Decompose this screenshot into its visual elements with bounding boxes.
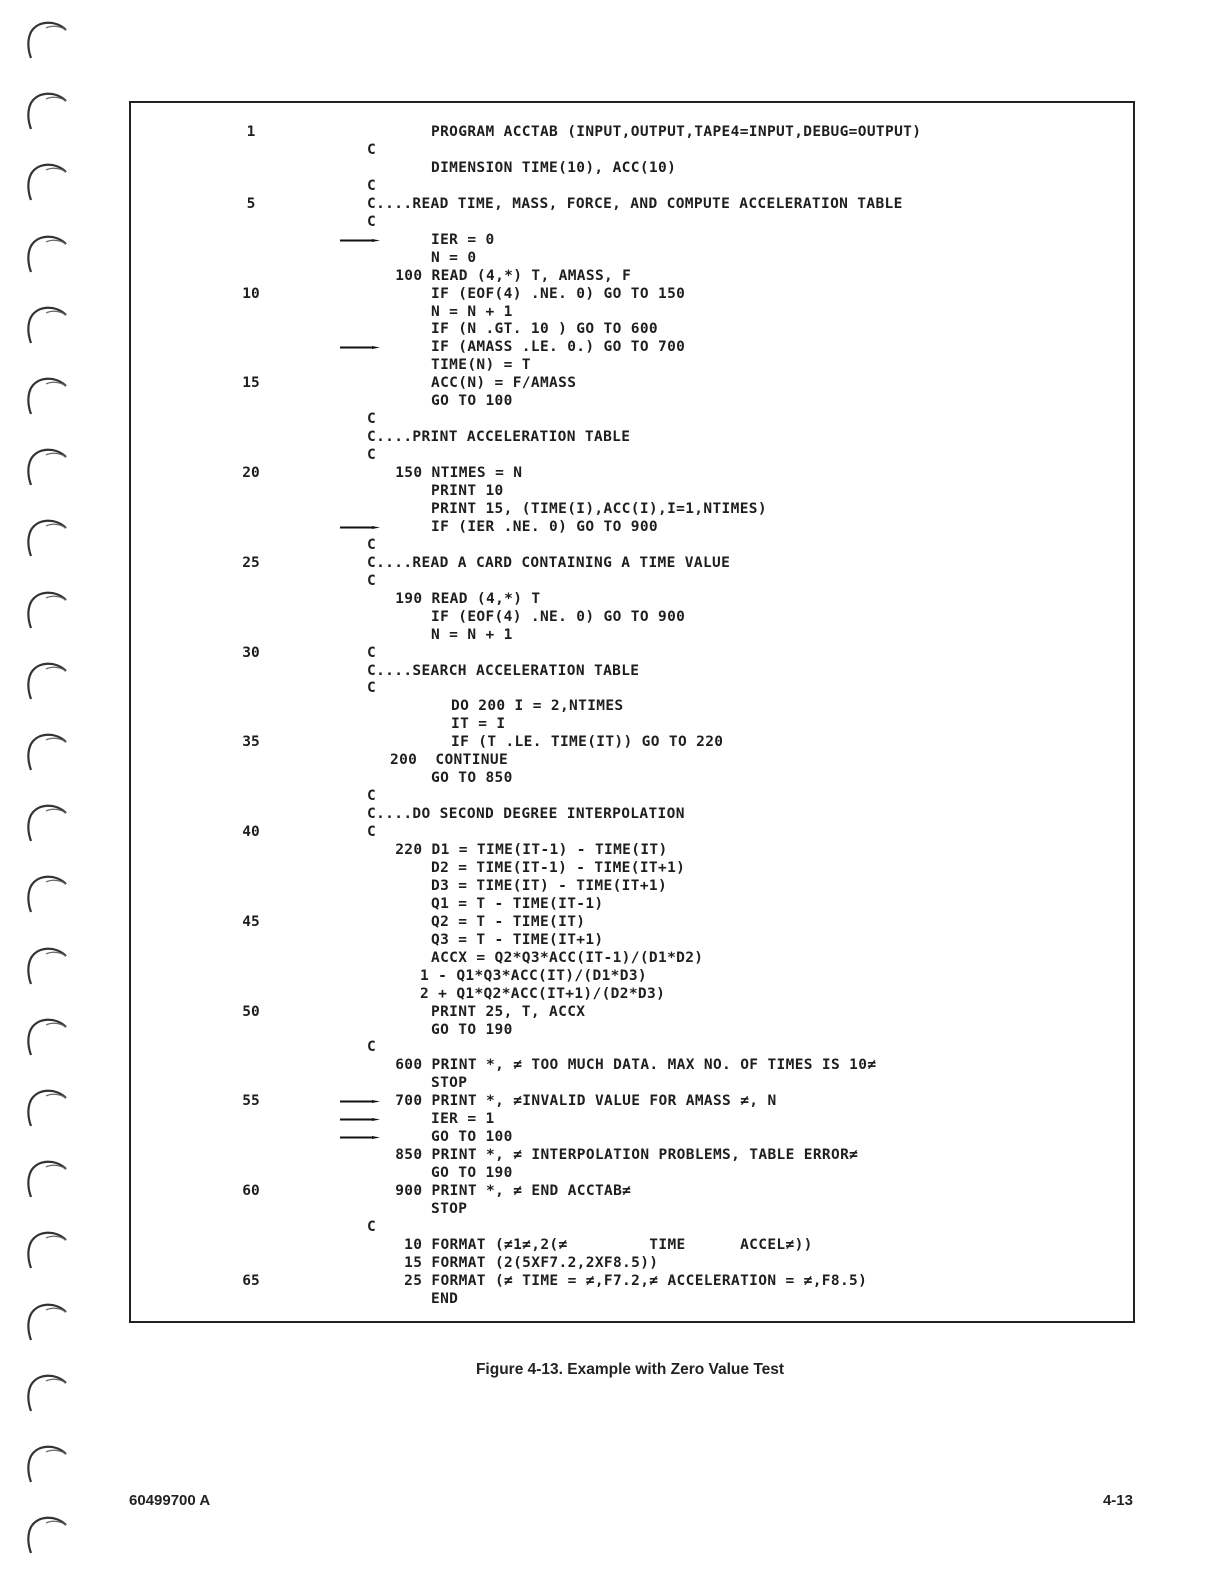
code-line <box>131 662 1131 680</box>
code-line <box>131 590 1131 608</box>
statement-text: 25 FORMAT (≠ TIME = ≠,F7.2,≠ ACCELERATION = ≠,F8.5) <box>404 1272 868 1289</box>
line-number: 25 <box>242 554 260 571</box>
statement-text: IF (EOF(4) .NE. 0) GO TO 900 <box>431 608 686 625</box>
code-line <box>131 1074 1131 1092</box>
code-line <box>131 572 1131 590</box>
arrow-right-icon <box>340 1100 380 1103</box>
binding-hole-icon <box>26 1155 70 1213</box>
arrow-right-icon <box>340 1118 380 1121</box>
statement-text: C <box>367 536 377 553</box>
statement-text: Q2 = T - TIME(IT) <box>431 913 586 930</box>
code-line <box>131 949 1131 967</box>
code-line <box>131 1164 1131 1182</box>
line-number: 50 <box>242 1003 260 1020</box>
statement-text: IER = 1 <box>431 1111 495 1128</box>
binding-holes <box>26 16 74 1576</box>
code-line <box>131 356 1131 374</box>
binding-hole-icon <box>26 443 70 501</box>
statement-text: C <box>367 644 377 661</box>
code-line <box>131 428 1131 446</box>
statement-text: IF (IER .NE. 0) GO TO 900 <box>431 518 658 535</box>
statement-text: IF (EOF(4) .NE. 0) GO TO 150 <box>431 285 686 302</box>
statement-text: C....READ A CARD CONTAINING A TIME VALUE <box>367 554 731 571</box>
code-line <box>131 877 1131 895</box>
statement-text: N = 0 <box>431 249 477 266</box>
code-line <box>131 715 1131 733</box>
binding-hole-icon <box>26 230 70 288</box>
statement-text: 15 FORMAT (2(5XF7.2,2XF8.5)) <box>404 1254 659 1271</box>
statement-text: IF (AMASS .LE. 0.) GO TO 700 <box>431 339 686 356</box>
code-line <box>131 177 1131 195</box>
statement-text: PRINT 25, T, ACCX <box>431 1003 586 1020</box>
binding-hole-icon <box>26 1226 70 1284</box>
statement-text: IER = 0 <box>431 231 495 248</box>
statement-text: C <box>367 447 377 464</box>
code-line <box>131 1021 1131 1039</box>
statement-text: C <box>367 824 377 841</box>
code-line <box>131 303 1131 321</box>
line-number: 40 <box>242 824 260 841</box>
code-line <box>131 374 1131 392</box>
statement-text: N = N + 1 <box>431 303 513 320</box>
statement-text: END <box>431 1290 459 1307</box>
statement-text: GO TO 190 <box>431 1165 513 1182</box>
statement-text: 700 PRINT *, ≠INVALID VALUE FOR AMASS ≠, N <box>395 1093 777 1110</box>
statement-text: C <box>367 1039 377 1056</box>
line-number: 45 <box>242 913 260 930</box>
binding-hole-icon <box>26 728 70 786</box>
statement-text: STOP <box>431 1075 468 1092</box>
code-line <box>131 231 1131 249</box>
binding-hole-icon <box>26 1013 70 1071</box>
code-line <box>131 1056 1131 1074</box>
statement-text: C <box>367 411 377 428</box>
statement-text: PRINT 10 <box>431 483 504 499</box>
statement-text: C <box>367 213 377 230</box>
statement-text: PRINT 15, (TIME(I),ACC(I),I=1,NTIMES) <box>431 500 767 517</box>
arrow-right-icon <box>340 1136 380 1139</box>
line-number: 35 <box>242 734 260 751</box>
line-number: 30 <box>242 644 260 661</box>
statement-text: C <box>367 788 377 805</box>
code-line <box>131 733 1131 751</box>
code-line <box>131 931 1131 949</box>
code-line <box>131 1128 1131 1146</box>
code-line <box>131 159 1131 177</box>
statement-text: GO TO 850 <box>431 770 513 787</box>
code-line <box>131 1200 1131 1218</box>
code-line <box>131 554 1131 572</box>
code-line <box>131 338 1131 356</box>
arrow-right-icon <box>340 239 380 242</box>
binding-hole-icon <box>26 1084 70 1142</box>
statement-text: Q3 = T - TIME(IT+1) <box>431 931 604 948</box>
figure-caption: Figure 4-13. Example with Zero Value Test <box>475 1361 785 1378</box>
code-line <box>131 536 1131 554</box>
statement-text: PROGRAM ACCTAB (INPUT,OUTPUT,TAPE4=INPUT,DEBUG=OUTPUT) <box>431 124 922 140</box>
arrow-right-icon <box>340 346 380 349</box>
code-line <box>131 285 1131 303</box>
code-line <box>131 1254 1131 1272</box>
code-line <box>131 823 1131 841</box>
line-number: 65 <box>242 1272 260 1289</box>
statement-text: C....SEARCH ACCELERATION TABLE <box>367 662 640 679</box>
code-line <box>131 392 1131 410</box>
code-line <box>131 644 1131 662</box>
arrow-right-icon <box>340 526 380 529</box>
binding-hole-icon <box>26 870 70 928</box>
statement-text: 1 - Q1*Q3*ACC(IT)/(D1*D3) <box>420 967 647 984</box>
statement-text: N = N + 1 <box>431 626 513 643</box>
statement-text: GO TO 100 <box>431 1129 513 1146</box>
line-number: 5 <box>246 195 256 212</box>
binding-hole-icon <box>26 657 70 715</box>
code-line <box>131 213 1131 231</box>
code-line <box>131 518 1131 536</box>
code-line <box>131 1110 1131 1128</box>
line-number: 10 <box>242 285 260 302</box>
statement-text: ACCX = Q2*Q3*ACC(IT-1)/(D1*D2) <box>431 949 704 966</box>
code-line <box>131 195 1131 213</box>
line-number: 60 <box>242 1183 260 1200</box>
code-line <box>131 679 1131 697</box>
statement-text: 150 NTIMES = N <box>395 465 523 482</box>
code-line <box>131 1003 1131 1021</box>
statement-text: ACC(N) = F/AMASS <box>431 375 577 392</box>
binding-hole-icon <box>26 942 70 1000</box>
code-line <box>131 967 1131 985</box>
code-line <box>131 751 1131 769</box>
program-listing <box>129 101 1135 1323</box>
code-line <box>131 1146 1131 1164</box>
statement-text: 2 + Q1*Q2*ACC(IT+1)/(D2*D3) <box>420 985 666 1002</box>
code-line <box>131 320 1131 338</box>
code-line <box>131 1182 1131 1200</box>
code-line <box>131 141 1131 159</box>
statement-text: Q1 = T - TIME(IT-1) <box>431 895 604 912</box>
statement-text: DIMENSION TIME(10), ACC(10) <box>431 159 677 176</box>
statement-text: C <box>367 141 377 158</box>
binding-hole-icon <box>26 1440 70 1498</box>
statement-text: IF (N .GT. 10 ) GO TO 600 <box>431 321 658 338</box>
code-line <box>131 895 1131 913</box>
code-line <box>131 267 1131 285</box>
statement-text: STOP <box>431 1201 468 1217</box>
statement-text: 900 PRINT *, ≠ END ACCTAB≠ <box>395 1183 632 1200</box>
line-number: 20 <box>242 465 260 482</box>
code-line <box>131 249 1131 267</box>
binding-hole-icon <box>26 301 70 359</box>
code-line <box>131 626 1131 644</box>
statement-text: 200 CONTINUE <box>390 752 509 769</box>
code-line <box>131 805 1131 823</box>
binding-hole-icon <box>26 1298 70 1356</box>
statement-text: 220 D1 = TIME(IT-1) - TIME(IT) <box>395 842 668 858</box>
statement-text: C <box>367 680 377 697</box>
code-line <box>131 123 1131 141</box>
statement-text: 10 FORMAT (≠1≠,2(≠ TIME ACCEL≠)) <box>404 1236 813 1253</box>
line-number: 1 <box>246 124 256 140</box>
page-number: 4-13 <box>1102 1492 1133 1509</box>
statement-text: IT = I <box>451 716 506 733</box>
code-line <box>131 697 1131 715</box>
code-line <box>131 985 1131 1003</box>
code-line <box>131 500 1131 518</box>
code-line <box>131 1218 1131 1236</box>
code-line <box>131 482 1131 500</box>
statement-text: 100 READ (4,*) T, AMASS, F <box>395 267 632 284</box>
binding-hole-icon <box>26 158 70 216</box>
code-line <box>131 787 1131 805</box>
line-number: 55 <box>242 1093 260 1110</box>
code-line <box>131 446 1131 464</box>
statement-text: 190 READ (4,*) T <box>395 590 541 607</box>
binding-hole-icon <box>26 372 70 430</box>
code-line <box>131 1272 1131 1290</box>
code-line <box>131 1290 1131 1308</box>
code-line <box>131 769 1131 787</box>
code-line <box>131 1236 1131 1254</box>
statement-text: C <box>367 177 377 194</box>
statement-text: DO 200 I = 2,NTIMES <box>451 698 624 715</box>
statement-text: D2 = TIME(IT-1) - TIME(IT+1) <box>431 859 686 876</box>
code-line <box>131 608 1131 626</box>
statement-text: C....DO SECOND DEGREE INTERPOLATION <box>367 806 685 823</box>
code-line <box>131 464 1131 482</box>
binding-hole-icon <box>26 586 70 644</box>
code-line <box>131 913 1131 931</box>
binding-hole-icon <box>26 514 70 572</box>
statement-text: 850 PRINT *, ≠ INTERPOLATION PROBLEMS, TABLE ERROR≠ <box>395 1147 859 1164</box>
statement-text: C....PRINT ACCELERATION TABLE <box>367 429 631 446</box>
binding-hole-icon <box>26 87 70 145</box>
binding-hole-icon <box>26 1511 70 1569</box>
statement-text: IF (T .LE. TIME(IT)) GO TO 220 <box>451 734 724 751</box>
statement-text: 600 PRINT *, ≠ TOO MUCH DATA. MAX NO. OF TIMES IS 10≠ <box>395 1057 877 1074</box>
statement-text: C <box>367 572 377 589</box>
code-line <box>131 859 1131 877</box>
statement-text: TIME(N) = T <box>431 357 531 374</box>
code-line <box>131 1092 1131 1110</box>
statement-text: D3 = TIME(IT) - TIME(IT+1) <box>431 877 668 894</box>
statement-text: GO TO 100 <box>431 393 513 410</box>
binding-hole-icon <box>26 799 70 857</box>
statement-text: C <box>367 1218 377 1235</box>
line-number: 15 <box>242 375 260 392</box>
code-line <box>131 410 1131 428</box>
statement-text: C....READ TIME, MASS, FORCE, AND COMPUTE ACCELERATION TABLE <box>367 195 903 212</box>
binding-hole-icon <box>26 16 70 74</box>
code-line <box>131 1038 1131 1056</box>
statement-text: GO TO 190 <box>431 1021 513 1038</box>
code-line <box>131 841 1131 859</box>
document-number: 60499700 A <box>129 1492 211 1509</box>
